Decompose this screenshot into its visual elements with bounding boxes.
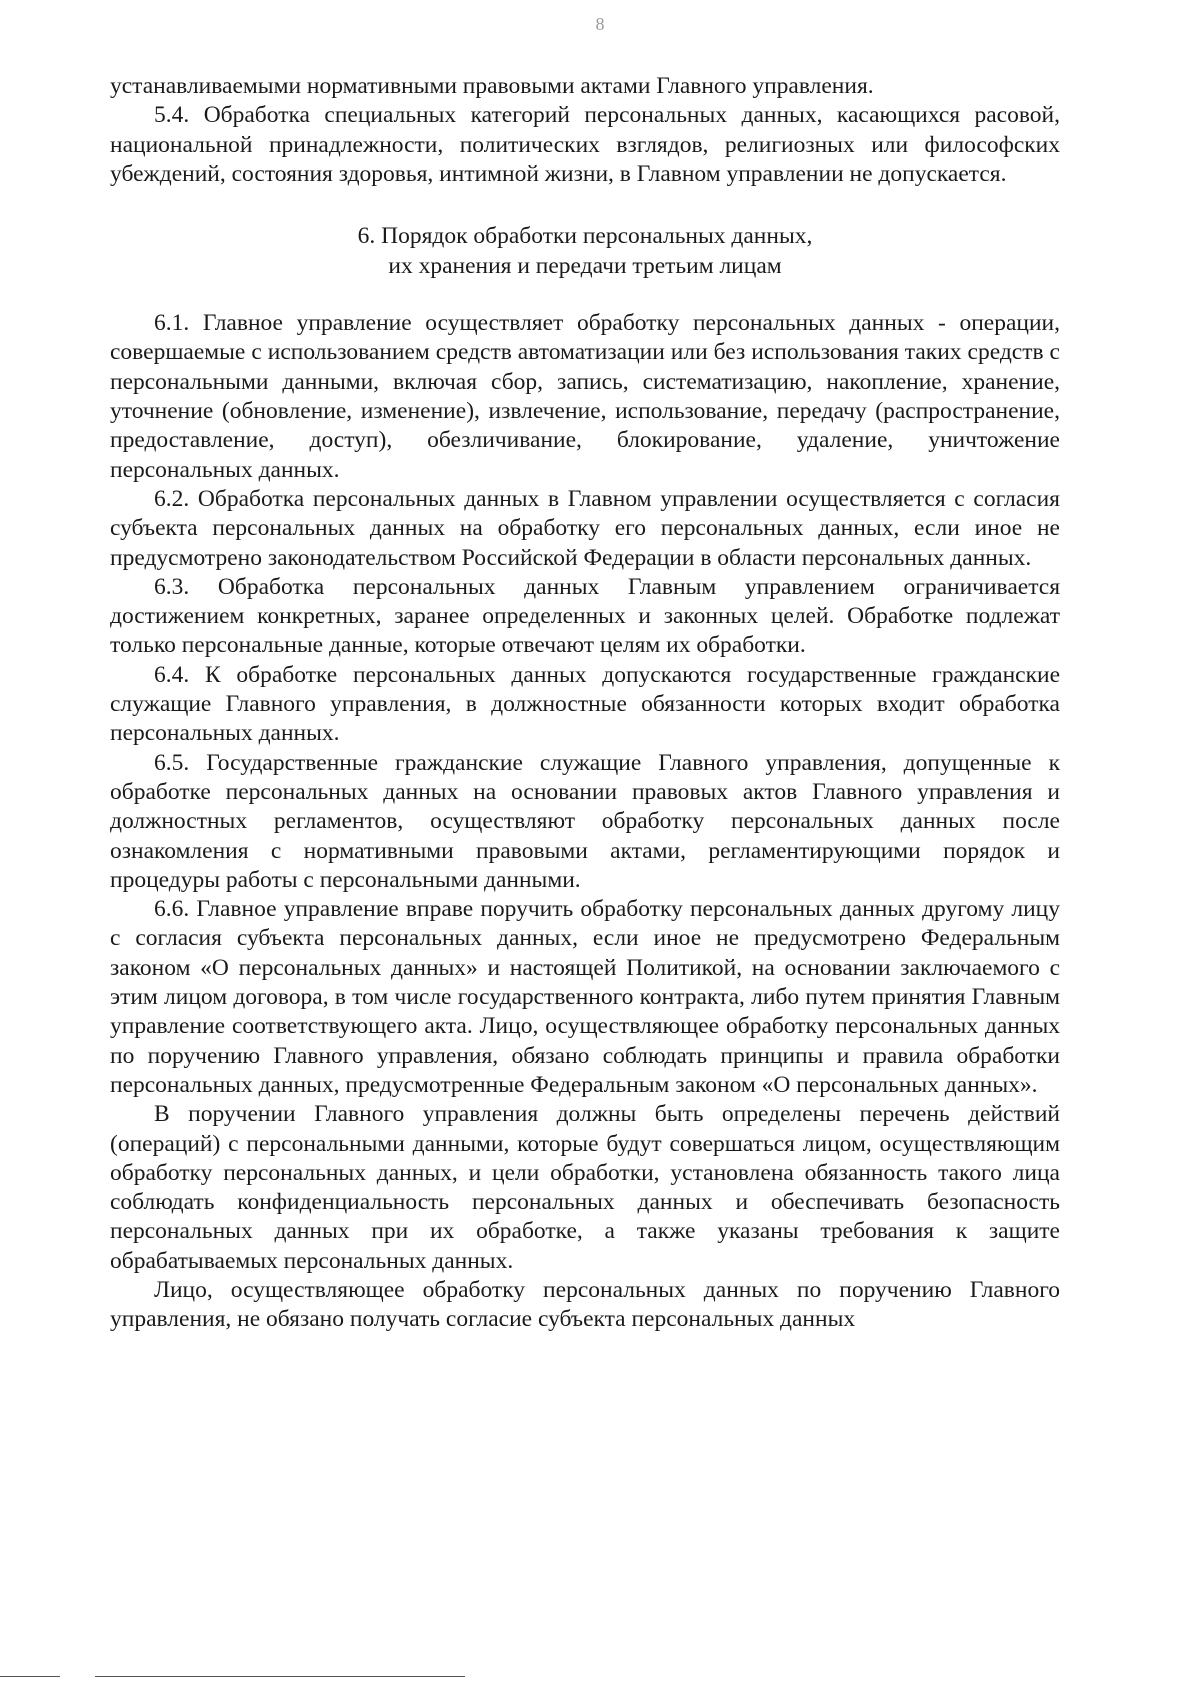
section-6-heading-line-1: 6. Порядок обработки персональных данных, [357,223,813,250]
scan-edge-rule-left [0,1676,60,1677]
section-6-heading-line-2: их хранения и передачи третьим лицам [388,253,782,280]
paragraph-6-5: 6.5. Государственные гражданские служащие Главного управления, допущенные к обработке персональных данных на основании правовых актов Главного управления и должностных регламентов, осуществляют обработку персональных данных после ознакомления с нормативными правовыми актами, регламентирующими порядок и процедуры работы с персональными данными. [110,749,1060,893]
document-body [110,72,1060,1335]
paragraph-6-2: 6.2. Обработка персональных данных в Главном управлении осуществляется с согласия субъекта персональных данных на обработку его персональных данных, если иное не предусмотрено законодательством Российской Федерации в области персональных данных. [110,485,1060,571]
opening-line: устанавливаемыми нормативными правовыми актами Главного управления. [110,73,874,99]
paragraph-6-4: 6.4. К обработке персональных данных допускаются государственные гражданские служащие Главного управления, в должностные обязанности которых входит обработка персональных данных. [110,661,1060,747]
paragraph-6-1: 6.1. Главное управление осуществляет обработку персональных данных - операции, совершаемые с использованием средств автоматизации или без использования таких средств с персональными данными, включая сбор, запись, систематизацию, накопление, хранение, уточнение (обновление, изменение), извлечение, использование, передачу (распространение, предоставление, доступ), обезличивание, блокирование, удаление, уничтожение персональных данных. [110,310,1060,483]
scan-edge-rule-right [95,1676,465,1677]
paragraph-order-contents: В поручении Главного управления должны быть определены перечень действий (операций) с персональными данными, которые будут совершаться лицом, осуществляющим обработку персональных данных, и цели обработки, установлена обязанность такого лица соблюдать конфиденциальность персональных данных и обеспечивать безопасность персональных данных при их обработке, а также указаны требования к защите обрабатываемых персональных данных. [110,1101,1060,1274]
paragraph-5-4: 5.4. Обработка специальных категорий персональных данных, касающихся расовой, национальной принадлежности, политических взглядов, религиозных или философских убеждений, состояния здоровья, интимной жизни, в Главном управлении не допускается. [110,102,1060,187]
paragraph-6-3: 6.3. Обработка персональных данных Главным управлением ограничивается достижением конкретных, заранее определенных и законных целей. Обработке подлежат только персональные данные, которые отвечают целям их обработки. [110,573,1060,659]
paragraph-consent: Лицо, осуществляющее обработку персональных данных по поручению Главного управления, не обязано получать согласие субъекта персональных данных [110,1276,1060,1333]
section-6-heading [110,221,1060,281]
paragraph-6-6: 6.6. Главное управление вправе поручить обработку персональных данных другому лицу с согласия субъекта персональных данных, если иное не предусмотрено Федеральным законом «О персональных данных» и настоящей Политикой, на основании заключаемого с этим лицом договора, в том числе государственного контракта, либо путем принятия Главным управление соответствующего акта. Лицо, осуществляющее обработку персональных данных по поручению Главного управления, обязано соблюдать принципы и правила обработки персональных данных, предусмотренные Федеральным законом «О персональных данных». [110,896,1060,1098]
page-number: 8 [595,14,605,34]
